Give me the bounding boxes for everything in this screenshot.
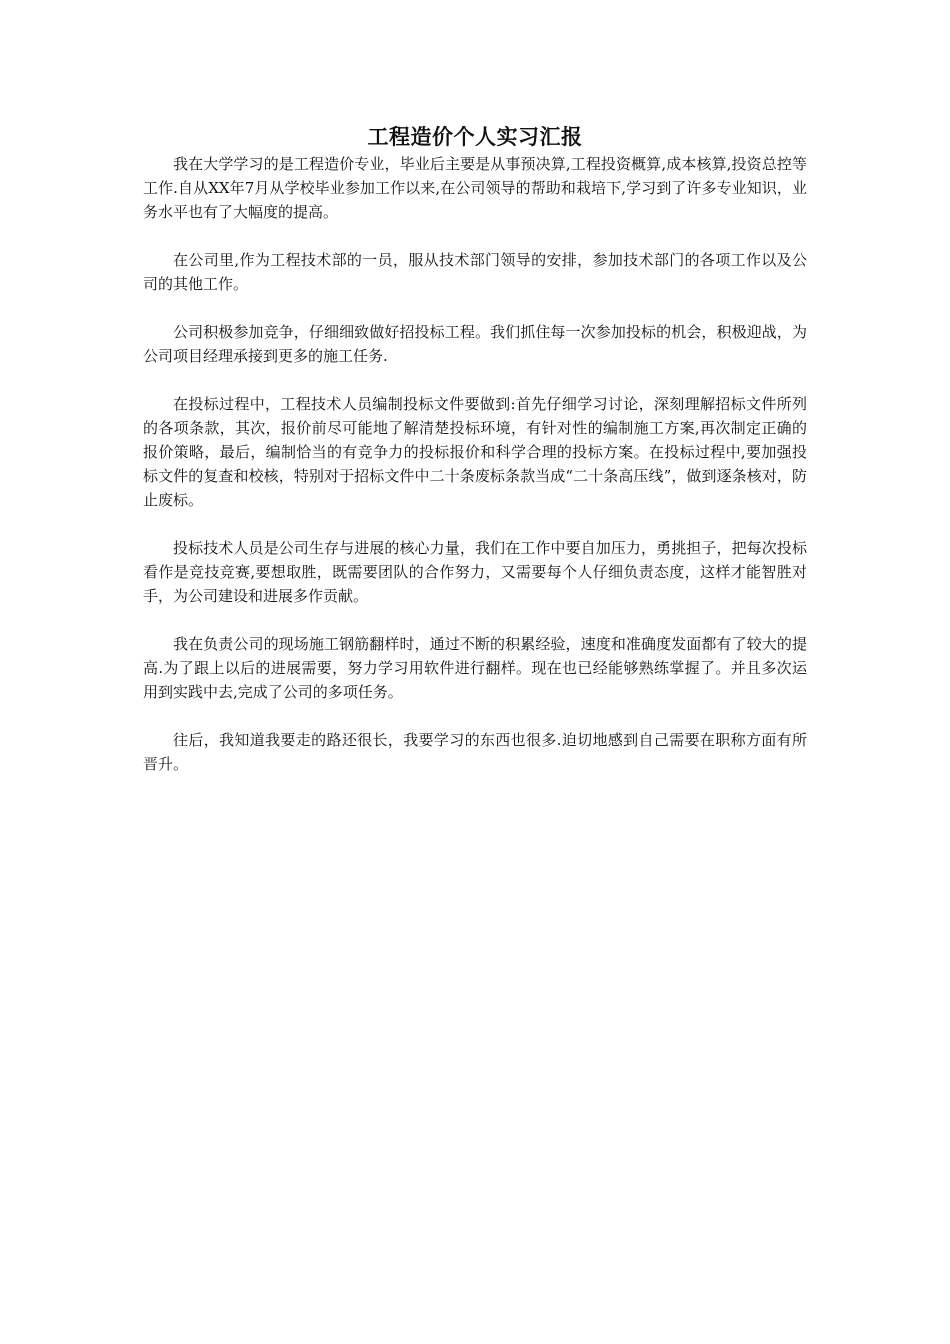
paragraph-1: 我在大学学习的是工程造价专业，毕业后主要是从事预决算,工程投资概算,成本核算,投资总控等工作.自从XX年7月从学校毕业参加工作以来,在公司领导的帮助和栽培下,学习到了许多专业知识，业务水平也有了大幅度的提高。 <box>143 155 807 221</box>
paragraph-5: 投标技术人员是公司生存与进展的核心力量，我们在工作中要自加压力，勇挑担子，把每次投标看作是竞技竞赛,要想取胜，既需要团队的合作努力，又需要每个人仔细负责态度，这样才能智胜对手，为公司建设和进展多作贡献。 <box>143 539 807 605</box>
paragraph-4: 在投标过程中，工程技术人员编制投标文件要做到:首先仔细学习讨论，深刻理解招标文件所列的各项条款，其次，报价前尽可能地了解清楚投标环境，有针对性的编制施工方案,再次制定正确的报价策略，最后，编制恰当的有竞争力的投标报价和科学合理的投标方案。在投标过程中,要加强投标文件的复查和校核，特别对于招标文件中二十条废标条款当成“二十条高压线”，做到逐条核对，防止废标。 <box>143 395 807 509</box>
document-body <box>143 122 807 800</box>
document-title: 工程造价个人实习汇报 <box>367 124 583 149</box>
paragraph-3: 公司积极参加竞争，仔细细致做好招投标工程。我们抓住每一次参加投标的机会，积极迎战，为公司项目经理承接到更多的施工任务. <box>143 323 807 365</box>
paragraph-6: 我在负责公司的现场施工钢筋翻样时，通过不断的积累经验，速度和准确度发面都有了较大的提高.为了跟上以后的进展需要，努力学习用软件进行翻样。现在也已经能够熟练掌握了。并且多次运用到实践中去,完成了公司的多项任务。 <box>143 635 807 701</box>
paragraph-7: 往后，我知道我要走的路还很长，我要学习的东西也很多.迫切地感到自己需要在职称方面有所晋升。 <box>143 731 807 773</box>
paragraph-2: 在公司里,作为工程技术部的一员，服从技术部门领导的安排，参加技术部门的各项工作以及公司的其他工作。 <box>143 251 807 293</box>
